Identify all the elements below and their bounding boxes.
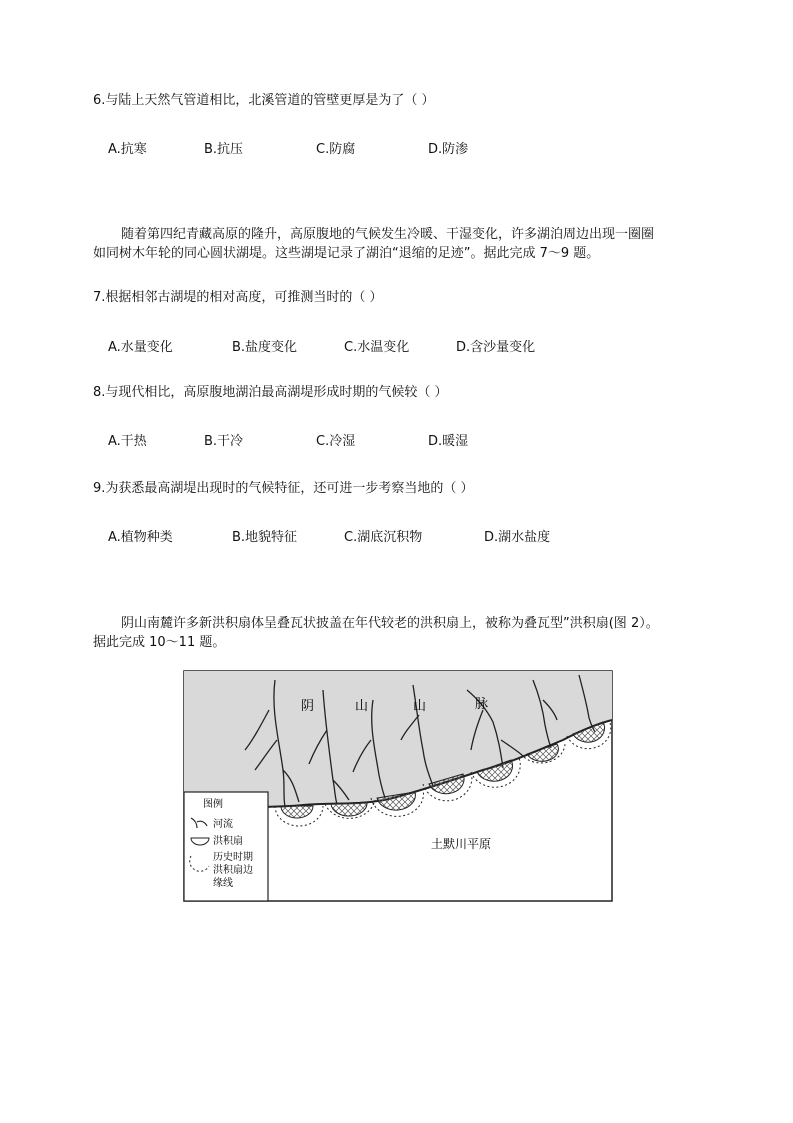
q6-option-a: A.抗寒 <box>108 142 147 157</box>
q7-stem: 7.根据相邻古湖堤的相对高度，可推测当时的（ ） <box>93 290 383 305</box>
legend <box>184 792 268 901</box>
plain-label: 土默川平原 <box>431 837 492 851</box>
q9-option-a: A.植物种类 <box>108 530 173 545</box>
q6-option-c: C.防腐 <box>316 142 356 157</box>
passage1-line2: 如同树木年轮的同心圆状湖堤。这些湖堤记录了湖泊“退缩的足迹”。据此完成 7～9 题。 <box>93 246 600 261</box>
passage2-line2: 据此完成 10～11 题。 <box>93 635 226 650</box>
q6-stem: 6.与陆上天然气管道相比，北溪管道的管壁更厚是为了（ ） <box>93 93 435 108</box>
legend-historic-line1: 历史时期 <box>213 852 253 863</box>
q9-stem: 9.为获悉最高湖堤出现时的气候特征，还可进一步考察当地的（ ） <box>93 481 474 496</box>
q9-option-c: C.湖底沉积物 <box>344 530 423 545</box>
q9-option-d: D.湖水盐度 <box>484 530 551 545</box>
q8-stem: 8.与现代相比，高原腹地湖泊最高湖堤形成时期的气候较（ ） <box>93 385 448 400</box>
q8-option-c: C.冷湿 <box>316 434 356 449</box>
legend-historic-line3: 缘线 <box>213 878 233 889</box>
q7-option-c: C.水温变化 <box>344 340 410 355</box>
passage2-line1: 阴山南麓许多新洪积扇体呈叠瓦状披盖在年代较老的洪积扇上，被称为叠瓦型”洪积扇(图 2）。 <box>121 616 659 631</box>
legend-title: 图例 <box>203 799 223 810</box>
q8-option-d: D.暖湿 <box>428 434 469 449</box>
mountain-char-1: 阴 <box>301 699 315 714</box>
passage1-line1: 随着第四纪青藏高原的隆升，高原腹地的气候发生冷暖、干湿变化，许多湖泊周边出现一圈圈 <box>121 227 655 242</box>
legend-historic-line2: 洪积扇边 <box>213 865 253 876</box>
q9-option-b: B.地貌特征 <box>232 530 298 545</box>
q6-option-b: B.抗压 <box>204 142 244 157</box>
q7-option-d: D.含沙量变化 <box>456 340 536 355</box>
legend-river-label: 河流 <box>213 819 233 830</box>
q8-option-b: B.干冷 <box>204 434 244 449</box>
mountain-char-3: 山 <box>413 699 427 714</box>
q6-option-d: D.防渗 <box>428 142 469 157</box>
alluvial-fan-map <box>183 670 613 902</box>
q7-option-b: B.盐度变化 <box>232 340 298 355</box>
mountain-char-4: 脉 <box>475 697 489 712</box>
q8-option-a: A.干热 <box>108 434 147 449</box>
q7-option-a: A.水量变化 <box>108 340 173 355</box>
legend-fan-label: 洪积扇 <box>213 836 243 847</box>
mountain-char-2: 山 <box>355 699 369 714</box>
